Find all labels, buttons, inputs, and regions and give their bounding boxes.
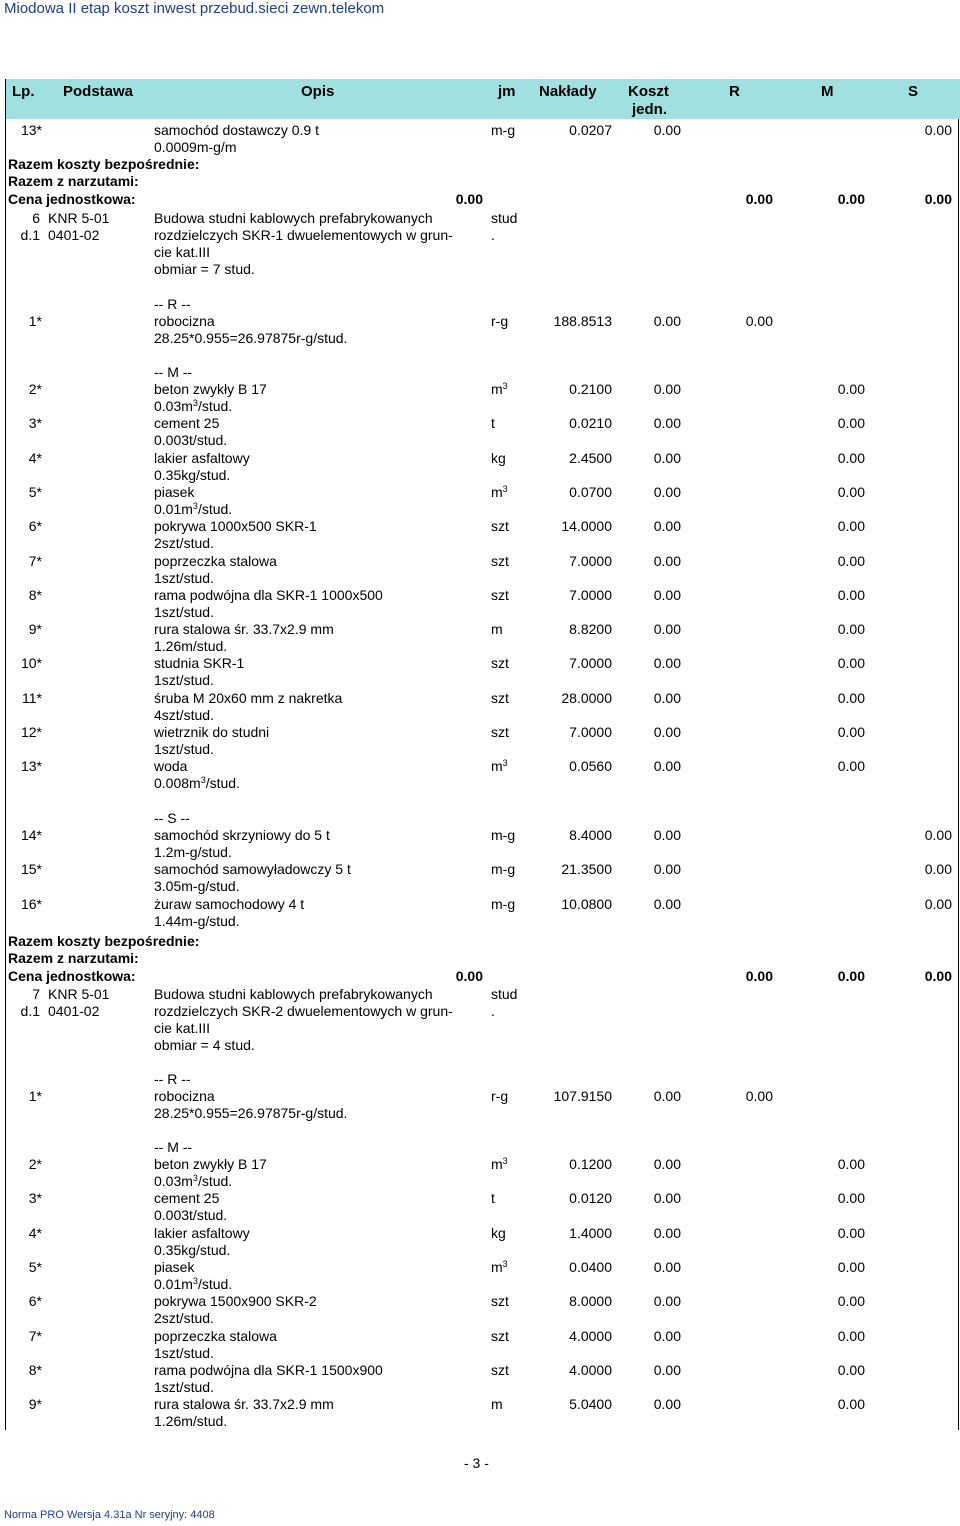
item-lp: 8* (28, 1361, 42, 1378)
item-opis: śruba M 20x60 mm z nakretka (154, 689, 343, 706)
item-m-value: 0.00 (837, 518, 865, 535)
item-lp: 3* (28, 415, 42, 432)
item-naklady: 0.1200 (569, 1156, 612, 1172)
item-opis: robocizna (154, 313, 215, 329)
item-jm: szt (491, 655, 509, 672)
item-opis: poprzeczka stalowa (154, 552, 277, 569)
position-obmiar: obmiar = 7 stud. (154, 261, 255, 277)
item-koszt: 0.00 (653, 724, 681, 740)
item-jm: kg (491, 1224, 506, 1241)
item-koszt: 0.00 (653, 1396, 681, 1413)
item-lp: 13* (20, 122, 42, 138)
item-lp: 3* (28, 1190, 42, 1207)
item-naklady: 7.0000 (569, 552, 612, 569)
col-naklady: Nakłady (539, 83, 597, 100)
item-naklady: 0.0210 (569, 415, 612, 432)
item-naklady: 188.8513 (553, 313, 612, 329)
position-podstawa: KNR 5-01 (48, 210, 110, 226)
cena-jednostkowa-label: Cena jednostkowa: (8, 191, 136, 207)
item-norma: 2szt/stud. (154, 535, 214, 552)
item-opis: samochód skrzyniowy do 5 t (154, 827, 330, 843)
item-lp: 2* (28, 381, 42, 397)
item-norma: 28.25*0.955=26.97875r-g/stud. (154, 330, 348, 346)
position-podstawa-2: 0401-02 (48, 1003, 100, 1019)
item-opis: beton zwykły B 17 (154, 1156, 267, 1172)
item-opis: pokrywa 1000x500 SKR-1 (154, 518, 317, 535)
item-m-value: 0.00 (837, 483, 865, 500)
item-jm: szt (491, 724, 509, 740)
section-s-header: -- S -- (154, 810, 190, 826)
position-number-sub: d.1 (20, 227, 40, 243)
item-jm: m-g (491, 827, 516, 843)
item-lp: 1* (28, 1088, 42, 1104)
position-number-sub: d.1 (20, 1003, 40, 1019)
position-opis-2: rozdzielczych SKR-1 dwuelementowych w grun- (154, 227, 453, 243)
item-opis: żuraw samochodowy 4 t (154, 895, 305, 912)
item-m-value: 0.00 (837, 1327, 865, 1344)
section-r-header: -- R -- (154, 1071, 191, 1087)
item-naklady: 7.0000 (569, 724, 612, 740)
item-lp: 10* (20, 655, 42, 672)
item-koszt: 0.00 (653, 689, 681, 706)
col-koszt: Koszt (628, 83, 669, 100)
software-info: Norma PRO Wersja 4.31a Nr seryjny: 4408 (4, 1509, 215, 1521)
col-koszt-jedn: jedn. (632, 101, 668, 118)
item-koszt: 0.00 (653, 1156, 681, 1172)
item-koszt: 0.00 (653, 758, 681, 775)
col-opis: Opis (301, 83, 335, 100)
item-norma: $0.01m^3$/stud. (154, 500, 233, 517)
item-jm: $m^3$ (491, 483, 508, 500)
item-jm: $m^3$ (491, 1156, 508, 1172)
item-m-value: 0.00 (837, 1258, 865, 1275)
item-naklady: 5.0400 (569, 1396, 612, 1413)
item-norma: 1szt/stud. (154, 569, 214, 586)
item-jm: szt (491, 586, 509, 603)
item-lp: 5* (28, 1258, 42, 1275)
position-podstawa-2: 0401-02 (48, 227, 100, 243)
item-koszt: 0.00 (653, 1258, 681, 1275)
col-r: R (729, 83, 740, 100)
item-lp: 11* (22, 689, 42, 706)
item-m-value: 0.00 (837, 1293, 865, 1310)
item-opis: piasek (154, 483, 195, 500)
item-opis: woda (154, 758, 188, 775)
item-opis: samochód samowyładowczy 5 t (154, 861, 351, 878)
item-naklady: 4.0000 (569, 1327, 612, 1344)
position-opis-2: rozdzielczych SKR-2 dwuelementowych w grun- (154, 1003, 453, 1019)
item-m-value: 0.00 (837, 724, 865, 740)
document-title: Miodowa II etap koszt inwest przebud.sieci zewn.telekom (4, 0, 385, 17)
item-norma: 0.35kg/stud. (154, 466, 231, 483)
item-lp: 2* (28, 1156, 42, 1172)
item-jm: m (491, 621, 503, 638)
item-jm: $m^3$ (491, 1258, 508, 1275)
item-jm: m-g (491, 895, 516, 912)
item-naklady: 0.0400 (569, 1258, 612, 1275)
item-jm: kg (491, 449, 506, 466)
item-opis: studnia SKR-1 (154, 655, 245, 672)
item-norma: 1.2m-g/stud. (154, 844, 232, 860)
item-m-value: 0.00 (837, 689, 865, 706)
item-koszt: 0.00 (653, 586, 681, 603)
item-jm: szt (491, 552, 509, 569)
position-jm-2: . (491, 227, 495, 243)
item-norma: 1szt/stud. (154, 1378, 214, 1395)
item-koszt: 0.00 (653, 518, 681, 535)
item-norma: 0.003t/stud. (154, 432, 228, 449)
item-jm: t (491, 1190, 495, 1207)
razem-bezposrednie-label: Razem koszty bezpośrednie: (8, 156, 200, 172)
item-norma: 28.25*0.955=26.97875r-g/stud. (154, 1105, 348, 1121)
item-m-value: 0.00 (837, 586, 865, 603)
cena-r-value: 0.00 (745, 191, 773, 207)
item-opis: piasek (154, 1258, 195, 1275)
item-norma: $0.03m^3$/stud. (154, 1173, 233, 1189)
item-koszt: 0.00 (653, 827, 681, 843)
item-norma: 1szt/stud. (154, 741, 214, 757)
section-r-header: -- R -- (154, 296, 191, 312)
item-m-value: 0.00 (837, 1156, 865, 1172)
item-naklady: 28.0000 (561, 689, 612, 706)
item-jm: $m^3$ (491, 758, 508, 775)
item-lp: 4* (28, 1224, 42, 1241)
item-naklady: 10.0800 (561, 895, 612, 912)
item-s-value: 0.00 (924, 122, 952, 138)
item-lp: 6* (28, 1293, 42, 1310)
position-obmiar: obmiar = 4 stud. (154, 1037, 255, 1053)
item-lp: 7* (28, 1327, 42, 1344)
item-opis: lakier asfaltowy (154, 1224, 250, 1241)
razem-bezposrednie-label: Razem koszty bezpośrednie: (8, 933, 200, 949)
razem-narzuty-label: Razem z narzutami: (8, 950, 139, 966)
cena-koszt-value: 0.00 (455, 191, 483, 207)
item-naklady: 7.0000 (569, 586, 612, 603)
razem-narzuty-label: Razem z narzutami: (8, 173, 139, 189)
item-norma: 0.35kg/stud. (154, 1241, 231, 1258)
cena-m-value: 0.00 (837, 191, 865, 207)
item-koszt: 0.00 (653, 621, 681, 638)
item-norma: 1szt/stud. (154, 603, 214, 620)
item-naklady: 14.0000 (561, 518, 612, 535)
item-naklady: 8.0000 (569, 1293, 612, 1310)
item-lp: 13* (20, 758, 42, 775)
item-koszt: 0.00 (653, 655, 681, 672)
item-koszt: 0.00 (653, 552, 681, 569)
item-naklady: 0.0560 (569, 758, 612, 775)
item-jm: t (491, 415, 495, 432)
item-s-value: 0.00 (924, 861, 952, 878)
item-norma: $0.03m^3$/stud. (154, 398, 233, 414)
cena-r-value: 0.00 (745, 968, 773, 984)
item-opis: wietrznik do studni (154, 724, 270, 740)
item-naklady: 107.9150 (553, 1088, 612, 1104)
item-opis: cement 25 (154, 1190, 220, 1207)
item-opis: rama podwójna dla SKR-1 1500x900 (154, 1361, 383, 1378)
item-naklady: 0.2100 (569, 381, 612, 397)
cena-s-value: 0.00 (924, 191, 952, 207)
page-number: - 3 - (464, 1455, 489, 1471)
item-jm: szt (491, 1293, 509, 1310)
item-jm: r-g (491, 1088, 509, 1104)
item-koszt: 0.00 (653, 861, 681, 878)
item-jm: $m^3$ (491, 381, 508, 397)
item-s-value: 0.00 (924, 895, 952, 912)
item-opis: cement 25 (154, 415, 220, 432)
item-lp: 8* (28, 586, 42, 603)
item-opis: rura stalowa śr. 33.7x2.9 mm (154, 621, 334, 638)
item-koszt: 0.00 (653, 381, 681, 397)
position-number: 7 (32, 986, 40, 1002)
item-lp: 5* (28, 483, 42, 500)
item-lp: 9* (28, 1396, 42, 1413)
item-naklady: 7.0000 (569, 655, 612, 672)
item-opis: poprzeczka stalowa (154, 1327, 277, 1344)
section-m-header: -- M -- (154, 1139, 193, 1155)
item-jm: szt (491, 518, 509, 535)
item-m-value: 0.00 (837, 1396, 865, 1413)
item-norma: 1.26m/stud. (154, 1413, 228, 1430)
item-opis: robocizna (154, 1088, 215, 1104)
position-jm: stud (491, 210, 518, 226)
cena-jednostkowa-label: Cena jednostkowa: (8, 968, 136, 984)
item-norma: 3.05m-g/stud. (154, 878, 240, 895)
item-norma: 1.44m-g/stud. (154, 912, 240, 929)
item-norma: 4szt/stud. (154, 706, 214, 723)
position-opis-3: cie kat.III (154, 1020, 211, 1036)
item-naklady: 8.8200 (569, 621, 612, 638)
item-jm: szt (491, 1361, 509, 1378)
item-koszt: 0.00 (653, 1361, 681, 1378)
col-s: S (908, 83, 919, 100)
item-opis: samochód dostawczy 0.9 t (154, 122, 319, 138)
item-lp: 6* (28, 518, 42, 535)
item-koszt: 0.00 (653, 1293, 681, 1310)
item-m-value: 0.00 (837, 655, 865, 672)
item-norma: 1szt/stud. (154, 672, 214, 689)
item-opis: beton zwykły B 17 (154, 381, 267, 397)
table-right-border (958, 119, 959, 1430)
item-naklady: 21.3500 (561, 861, 612, 878)
item-koszt: 0.00 (653, 1190, 681, 1207)
item-norma: $0.008m^3$/stud. (154, 775, 240, 792)
item-lp: 9* (28, 621, 42, 638)
position-opis: Budowa studni kablowych prefabrykowanych (154, 210, 433, 226)
item-m-value: 0.00 (837, 1224, 865, 1241)
item-koszt: 0.00 (653, 483, 681, 500)
position-opis: Budowa studni kablowych prefabrykowanych (154, 986, 433, 1002)
item-koszt: 0.00 (653, 122, 681, 138)
item-naklady: 0.0120 (569, 1190, 612, 1207)
item-naklady: 0.0700 (569, 483, 612, 500)
item-norma: 0.0009m-g/m (154, 139, 237, 155)
item-m-value: 0.00 (837, 381, 865, 397)
item-naklady: 8.4000 (569, 827, 612, 843)
item-norma: $0.01m^3$/stud. (154, 1275, 233, 1292)
item-lp: 14* (20, 827, 42, 843)
item-jm: m-g (491, 861, 516, 878)
position-jm-2: . (491, 1003, 495, 1019)
item-r-value: 0.00 (745, 1088, 773, 1104)
item-lp: 15* (20, 861, 42, 878)
item-naklady: 1.4000 (569, 1224, 612, 1241)
item-m-value: 0.00 (837, 758, 865, 775)
item-koszt: 0.00 (653, 1327, 681, 1344)
cena-koszt-value: 0.00 (455, 968, 483, 984)
item-norma: 0.003t/stud. (154, 1207, 228, 1224)
item-naklady: 0.0207 (569, 122, 612, 138)
item-koszt: 0.00 (653, 313, 681, 329)
col-podstawa: Podstawa (63, 83, 134, 100)
item-s-value: 0.00 (924, 827, 952, 843)
item-m-value: 0.00 (837, 415, 865, 432)
item-lp: 4* (28, 449, 42, 466)
position-jm: stud (491, 986, 518, 1002)
item-opis: pokrywa 1500x900 SKR-2 (154, 1293, 317, 1310)
item-opis: lakier asfaltowy (154, 449, 250, 466)
item-jm: szt (491, 689, 509, 706)
item-koszt: 0.00 (653, 895, 681, 912)
item-m-value: 0.00 (837, 621, 865, 638)
item-m-value: 0.00 (837, 552, 865, 569)
item-norma: 1.26m/stud. (154, 638, 228, 655)
col-m: M (821, 83, 834, 100)
item-jm: szt (491, 1327, 509, 1344)
item-lp: 12* (20, 724, 42, 740)
item-koszt: 0.00 (653, 449, 681, 466)
item-m-value: 0.00 (837, 1190, 865, 1207)
item-opis: rama podwójna dla SKR-1 1000x500 (154, 586, 383, 603)
item-norma: 2szt/stud. (154, 1310, 214, 1327)
item-naklady: 2.4500 (569, 449, 612, 466)
col-jm: jm (498, 83, 516, 100)
position-podstawa: KNR 5-01 (48, 986, 110, 1002)
cena-m-value: 0.00 (837, 968, 865, 984)
item-opis: rura stalowa śr. 33.7x2.9 mm (154, 1396, 334, 1413)
item-naklady: 4.0000 (569, 1361, 612, 1378)
item-jm: r-g (491, 313, 509, 329)
item-koszt: 0.00 (653, 415, 681, 432)
table-header (5, 79, 960, 119)
section-m-header: -- M -- (154, 364, 193, 380)
item-jm: m (491, 1396, 503, 1413)
item-jm: m-g (491, 122, 516, 138)
position-opis-3: cie kat.III (154, 244, 211, 260)
item-r-value: 0.00 (745, 313, 773, 329)
item-lp: 7* (28, 552, 42, 569)
item-m-value: 0.00 (837, 1361, 865, 1378)
table-left-border (5, 119, 6, 1430)
item-lp: 1* (28, 313, 42, 329)
item-m-value: 0.00 (837, 449, 865, 466)
cena-s-value: 0.00 (924, 968, 952, 984)
item-norma: 1szt/stud. (154, 1344, 214, 1361)
item-lp: 16* (20, 895, 42, 912)
col-lp: Lp. (12, 83, 35, 100)
position-number: 6 (32, 210, 40, 226)
item-koszt: 0.00 (653, 1088, 681, 1104)
item-koszt: 0.00 (653, 1224, 681, 1241)
